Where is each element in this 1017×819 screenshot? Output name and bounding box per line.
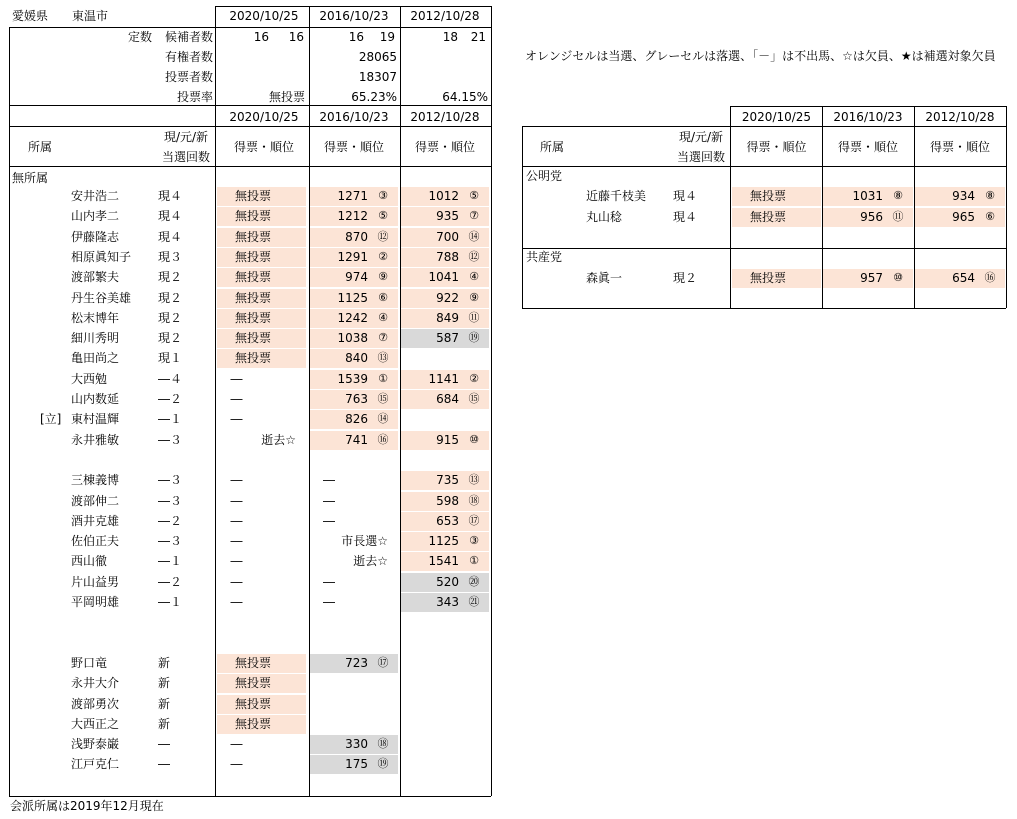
vote-count: 654	[952, 270, 975, 285]
candidate-name: 渡部繁夫	[71, 270, 120, 285]
result-text: ―	[230, 737, 243, 752]
vote-count: 957	[860, 270, 883, 285]
result-text: ―	[230, 574, 243, 589]
electorate-2016: 28065	[358, 50, 397, 64]
right-header-bottom-rule	[522, 166, 1006, 167]
seats-2016: 16	[348, 30, 364, 44]
candidate-name: 森眞一	[586, 270, 623, 285]
rank-badge: ②	[378, 249, 388, 263]
right-votes-header-2012: 得票・順位	[929, 140, 990, 154]
vote-count: 840	[345, 351, 368, 366]
candidate-status: ―	[158, 737, 170, 752]
result-text: ―	[323, 574, 335, 589]
affiliation-header: 所属	[28, 140, 53, 154]
result-text: 無投票	[235, 696, 272, 711]
group-independent: 無所属	[12, 171, 49, 185]
vote-count: 684	[436, 392, 459, 406]
vote-count: 1539	[337, 371, 368, 386]
right-col-2016-rule	[822, 106, 823, 308]
candidate-status: 現４	[158, 189, 183, 203]
rank-badge: ⑯	[377, 432, 389, 446]
votes-header-2012: 得票・順位	[414, 140, 475, 154]
candidates-2012: 21	[470, 30, 486, 44]
rank-badge: ⑫	[468, 249, 480, 263]
candidate-name: 細川秀明	[71, 331, 120, 346]
rank-badge: ⑥	[985, 209, 995, 223]
left-col-2012-rule	[400, 6, 401, 796]
right-col-2020-rule	[730, 106, 731, 308]
rank-badge: ⑭	[468, 229, 480, 243]
vote-count: 175	[345, 757, 368, 772]
candidates-2020: 16	[288, 30, 304, 44]
vote-count: 1141	[428, 371, 459, 386]
rank-badge: ①	[378, 371, 388, 385]
rank-badge: ③	[378, 189, 388, 202]
voters-label: 投票者数	[164, 70, 213, 84]
vote-count: 763	[345, 392, 368, 406]
rank-badge: ⑮	[377, 392, 389, 405]
right-votes-header-2020: 得票・順位	[746, 140, 807, 154]
result-text: ―	[230, 412, 243, 427]
candidate-status: 新	[158, 655, 171, 670]
result-text: ―	[323, 493, 335, 508]
group-jcp: 共産党	[526, 250, 563, 265]
voters-2016: 18307	[358, 70, 397, 84]
group-komeito: 公明党	[526, 169, 563, 183]
rank-badge: ⑦	[469, 209, 479, 223]
vote-count: 520	[436, 574, 459, 589]
rank-badge: ③	[469, 534, 479, 548]
candidate-name: 丹生谷美雄	[71, 290, 132, 305]
vote-count: 849	[436, 310, 459, 325]
left-date-bottom-rule	[9, 126, 491, 127]
right-status-header-line1: 現/元/新	[678, 130, 724, 144]
result-text: 無投票	[235, 249, 272, 264]
vote-count: 965	[952, 209, 975, 224]
vote-count: 1242	[337, 310, 368, 325]
rank-badge: ①	[469, 554, 479, 568]
candidate-name: 大西勉	[71, 371, 108, 386]
result-text: ―	[230, 757, 243, 772]
result-text: 無投票	[750, 209, 787, 224]
left-header-bottom-rule	[9, 166, 491, 167]
candidate-name: 江戸克仁	[71, 757, 120, 772]
rank-badge: ⑩	[893, 270, 903, 284]
candidate-status: ―３	[158, 473, 183, 488]
left-table-right-rule	[491, 6, 492, 796]
candidate-status: ―４	[158, 371, 183, 386]
candidate-status: 現４	[158, 229, 183, 244]
vote-count: 974	[345, 270, 368, 285]
right-dates-top-rule	[730, 106, 1006, 107]
seats-2020: 16	[253, 30, 269, 44]
rank-badge: ⑨	[469, 290, 479, 304]
candidate-status: ―１	[158, 412, 183, 427]
candidate-name: 浅野泰巌	[71, 737, 120, 752]
status-header-line1: 現/元/新	[163, 130, 209, 144]
vote-count: 922	[436, 290, 459, 305]
vote-count: 1125	[337, 290, 368, 305]
date-2016-top: 2016/10/23	[319, 9, 389, 23]
date-2012-top: 2012/10/28	[410, 9, 480, 23]
candidate-status: ―３	[158, 493, 183, 508]
rank-badge: ④	[469, 270, 479, 284]
result-text: 逝去☆	[261, 432, 296, 447]
candidate-name: 東村温輝	[71, 412, 120, 427]
rank-badge: ⑱	[377, 737, 389, 751]
left-dates-top-rule	[215, 6, 491, 7]
vote-count: 1041	[428, 270, 459, 285]
vote-count: 735	[436, 473, 459, 488]
result-text: ―	[323, 595, 335, 609]
result-text: 逝去☆	[353, 554, 388, 569]
result-text: 無投票	[235, 290, 272, 305]
result-text: 無投票	[235, 209, 272, 224]
result-text: ―	[323, 473, 335, 488]
vote-count: 587	[436, 331, 459, 346]
candidate-status: 現１	[158, 351, 183, 366]
candidate-name: 相原眞知子	[71, 249, 132, 264]
rank-badge: ⑱	[468, 493, 480, 507]
turnout-2016: 65.23%	[351, 90, 397, 104]
right-table-bottom-rule	[522, 308, 1006, 309]
candidate-name: 安井浩二	[71, 189, 120, 203]
seats-2012: 18	[442, 30, 458, 44]
date-2020-top: 2020/10/25	[229, 9, 299, 23]
rank-badge: ②	[469, 371, 479, 385]
candidate-name: 丸山稔	[586, 209, 623, 224]
candidate-status: ―３	[158, 534, 183, 549]
turnout-label: 投票率	[176, 90, 213, 104]
candidate-status: ―１	[158, 595, 183, 609]
result-text: 無投票	[235, 189, 272, 203]
candidate-status: ―３	[158, 432, 183, 447]
right-table-right-rule	[1006, 106, 1007, 308]
result-text: ―	[230, 595, 243, 609]
vote-count: 1212	[337, 209, 368, 224]
seats-caption: 定数	[128, 30, 153, 44]
candidate-name: 西山徹	[71, 554, 108, 569]
vote-count: 1012	[428, 189, 459, 203]
rank-badge: ⑪	[468, 310, 480, 324]
result-text: 無投票	[235, 229, 272, 244]
candidate-status: 現４	[673, 209, 698, 224]
rank-badge: ⑦	[378, 331, 388, 345]
right-table-left-rule	[522, 126, 523, 308]
result-text: ―	[230, 392, 243, 406]
candidate-status: ―１	[158, 554, 183, 569]
candidate-name: 亀田尚之	[71, 351, 120, 366]
vote-count: 935	[436, 209, 459, 224]
result-text: 無投票	[235, 270, 272, 285]
result-text: 無投票	[235, 351, 272, 366]
vote-count: 1291	[337, 249, 368, 264]
footnote: 会派所属は2019年12月現在	[10, 799, 164, 813]
left-col-2016-rule	[309, 6, 310, 796]
rank-badge: ⑩	[469, 432, 479, 446]
candidate-name: 大西正之	[71, 716, 120, 731]
candidate-status: 新	[158, 676, 171, 691]
candidates-2016: 19	[379, 30, 395, 44]
candidate-status: 現４	[158, 209, 183, 224]
right-date-2016: 2016/10/23	[833, 110, 903, 124]
right-date-2012: 2012/10/28	[925, 110, 995, 124]
result-text: 無投票	[235, 310, 272, 325]
status-header-line2: 当選回数	[161, 150, 210, 164]
vote-count: 826	[345, 412, 368, 427]
candidate-status: ―２	[158, 513, 183, 528]
candidate-status: 現２	[158, 310, 183, 325]
result-text: ―	[230, 554, 243, 569]
candidate-status: ―	[158, 757, 170, 772]
candidates-label: 候補者数	[164, 30, 213, 44]
rank-badge: ⑬	[377, 351, 389, 365]
left-stats-bottom-rule	[9, 105, 491, 106]
result-text: 無投票	[235, 676, 272, 691]
rank-badge: ⑰	[468, 513, 480, 527]
rank-badge: ㉑	[468, 595, 480, 608]
left-col-2020-rule	[215, 6, 216, 796]
vote-count: 723	[345, 655, 368, 670]
left-table-left-rule	[9, 27, 10, 796]
candidate-name: 酒井克雄	[71, 513, 120, 528]
right-affiliation-header: 所属	[540, 140, 565, 154]
result-text: ―	[230, 473, 243, 488]
candidate-status: 現３	[158, 249, 183, 264]
candidate-name: 平岡明雄	[71, 595, 120, 609]
candidate-name: 渡部伸二	[71, 493, 120, 508]
rank-badge: ⑤	[378, 209, 388, 223]
right-col-2012-rule	[914, 106, 915, 308]
rank-badge: ⑥	[378, 290, 388, 304]
rank-badge: ⑰	[377, 655, 389, 669]
rank-badge: ⑭	[377, 412, 389, 426]
result-text: ―	[323, 513, 335, 528]
vote-count: 653	[436, 513, 459, 528]
rank-badge: ④	[378, 310, 388, 324]
turnout-2012: 64.15%	[442, 90, 488, 104]
left-table-bottom-rule	[9, 796, 491, 797]
result-text: 無投票	[235, 655, 272, 670]
turnout-2020: 無投票	[268, 90, 305, 104]
rank-badge: ⑬	[468, 473, 480, 487]
rank-badge: ⑮	[468, 392, 480, 405]
candidate-name: 伊藤隆志	[71, 229, 120, 244]
votes-header-2016: 得票・順位	[323, 140, 384, 154]
vote-count: 1271	[337, 189, 368, 203]
result-text: 市長選☆	[341, 534, 388, 549]
vote-count: 934	[952, 189, 975, 204]
vote-count: 870	[345, 229, 368, 244]
candidate-name: 三棟義博	[71, 473, 120, 488]
candidate-name: 山内孝二	[71, 209, 120, 224]
candidate-status: ―２	[158, 392, 183, 406]
rank-badge: ⑨	[378, 270, 388, 284]
result-text: ―	[230, 493, 243, 508]
candidate-status: 現２	[158, 270, 183, 285]
vote-count: 915	[436, 432, 459, 447]
rank-badge: ⑤	[469, 189, 479, 202]
result-text: ―	[230, 534, 243, 549]
right-date-bottom-rule	[522, 126, 1006, 127]
result-text: 無投票	[750, 270, 787, 285]
candidate-status: 現２	[158, 290, 183, 305]
vote-count: 598	[436, 493, 459, 508]
candidate-name: 片山益男	[71, 574, 120, 589]
rank-badge: ⑯	[984, 270, 996, 284]
affiliation-tag: [立]	[40, 412, 62, 427]
candidate-name: 渡部勇次	[71, 696, 120, 711]
rank-badge: ⑫	[377, 229, 389, 243]
vote-count: 330	[345, 737, 368, 752]
candidate-name: 永井大介	[71, 676, 120, 691]
result-text: ―	[230, 371, 243, 386]
rank-badge: ⑳	[468, 574, 480, 588]
right-status-header-line2: 当選回数	[676, 150, 725, 164]
candidate-name: 山内数延	[71, 392, 120, 406]
candidate-name: 永井雅敏	[71, 432, 120, 447]
rank-badge: ⑧	[985, 189, 995, 203]
date-2016-second: 2016/10/23	[319, 110, 389, 124]
rank-badge: ⑧	[893, 189, 903, 203]
right-votes-header-2016: 得票・順位	[837, 140, 898, 154]
candidate-status: 現２	[158, 331, 183, 346]
vote-count: 741	[345, 432, 368, 447]
rank-badge: ⑲	[377, 757, 389, 771]
result-text: 無投票	[235, 716, 272, 731]
vote-count: 1038	[337, 331, 368, 346]
date-2020-second: 2020/10/25	[229, 110, 299, 124]
right-group-divider-rule	[522, 248, 1006, 249]
votes-header-2020: 得票・順位	[233, 140, 294, 154]
candidate-status: 新	[158, 716, 171, 731]
right-date-2020: 2020/10/25	[741, 110, 812, 124]
candidate-name: 松末博年	[71, 310, 120, 325]
candidate-name: 近藤千枝美	[586, 189, 647, 204]
city-label: 東温市	[72, 9, 109, 23]
vote-count: 700	[436, 229, 459, 244]
candidate-status: 新	[158, 696, 171, 711]
candidate-name: 野口竜	[71, 655, 108, 670]
prefecture-label: 愛媛県	[12, 9, 49, 23]
candidate-name: 佐伯正夫	[71, 534, 120, 549]
vote-count: 956	[860, 209, 883, 224]
result-text: 無投票	[235, 331, 272, 346]
candidate-status: 現４	[673, 189, 698, 204]
rank-badge: ⑪	[892, 209, 904, 223]
candidate-status: 現２	[673, 270, 698, 285]
vote-count: 1125	[428, 534, 459, 549]
result-text: 無投票	[750, 189, 787, 204]
vote-count: 788	[436, 249, 459, 264]
legend-text: オレンジセルは当選、グレーセルは落選、「－」は不出馬、☆は欠員、★は補選対象欠員	[525, 49, 996, 63]
vote-count: 343	[436, 595, 459, 609]
date-2012-second: 2012/10/28	[410, 110, 480, 124]
electorate-label: 有権者数	[164, 50, 213, 64]
rank-badge: ⑲	[468, 331, 480, 345]
candidate-status: ―２	[158, 574, 183, 589]
vote-count: 1541	[428, 554, 459, 569]
result-text: ―	[230, 513, 243, 528]
left-table-top-rule	[9, 27, 491, 28]
vote-count: 1031	[852, 189, 883, 204]
